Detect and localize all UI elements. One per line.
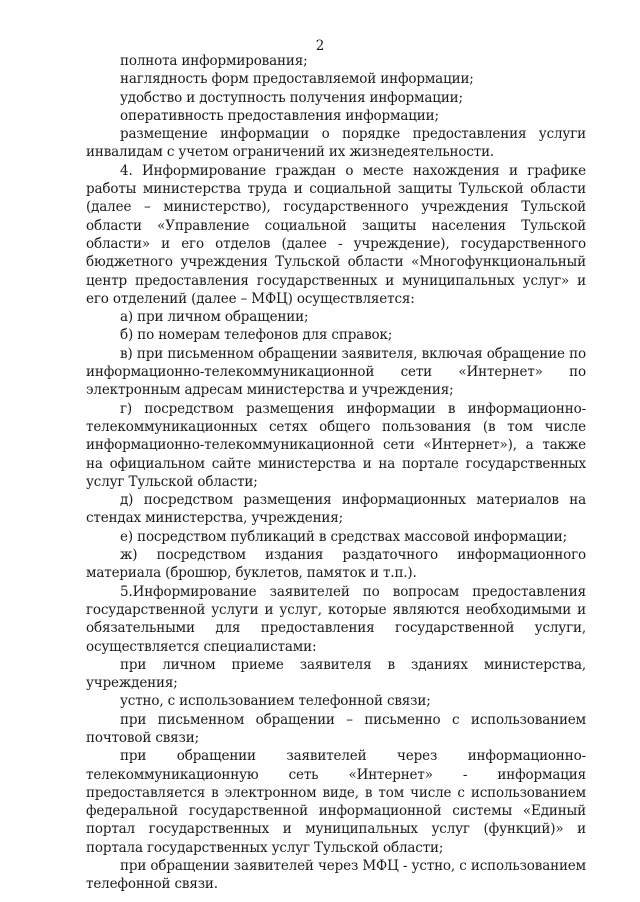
paragraph: при обращении заявителей через МФЦ - устно, с использованием телефонной связи. bbox=[86, 858, 586, 893]
page-number: 2 bbox=[315, 38, 325, 54]
paragraph: при письменном обращении – письменно с использованием почтовой связи; bbox=[86, 711, 586, 746]
paragraph: в) при письменном обращении заявителя, включая обращение по информационно-телекоммуникационной сети «Интернет» по электронным адресам министерства и учреждения; bbox=[86, 345, 586, 399]
paragraph: г) посредством размещения информации в информационно-телекоммуникационных сетях общего пользования (в том числе информационно-телекоммуникационной сети «Интернет»), а также на официальном сайте министерства и на портале государственных услуг Тульской области; bbox=[86, 400, 586, 490]
paragraph: оперативность предоставления информации; bbox=[120, 107, 439, 124]
paragraph: при личном приеме заявителя в зданиях министерства, учреждения; bbox=[86, 656, 586, 692]
paragraph: е) посредством публикаций в средствах массовой информации; bbox=[120, 528, 568, 545]
paragraph: удобство и доступность получения информации; bbox=[120, 89, 463, 106]
paragraph: ж) посредством издания раздаточного информационного материала (брошюр, буклетов, памяток и т.п.). bbox=[86, 547, 586, 582]
paragraph: наглядность форм предоставляемой информации; bbox=[120, 71, 474, 88]
paragraph: устно, с использованием телефонной связи; bbox=[120, 693, 431, 710]
paragraph: а) при личном обращении; bbox=[120, 309, 309, 326]
paragraph: 4. Информирование граждан о месте нахождения и графике работы министерства труда и социальной защиты Тульской области (далее – министерство), государственного учреждения Тульской области «Управление социальной защиты населения Тульской области» и его отделов (далее - учреждение), государственного бюджетного учреждения Тульской области «Многофункциональный центр предоставления государственных и муниципальных услуг» и его отделений (далее – МФЦ) осуществляется: bbox=[86, 162, 586, 307]
paragraph: полнота информирования; bbox=[120, 53, 308, 69]
document-body bbox=[86, 52, 586, 894]
paragraph: размещение информации о порядке предоставления услуги инвалидам с учетом ограничений их жизнедеятельности. bbox=[86, 126, 586, 161]
paragraph: при обращении заявителей через информационно-телекоммуникационную сеть «Интернет» - информация предоставляется в электронном виде, в том числе с использованием федеральной государственной информационной системы «Единый портал государственных и муниципальных услуг (функций)» и портала государственных услуг Тульской области; bbox=[86, 748, 586, 856]
paragraph: 5.Информирование заявителей по вопросам предоставления государственной услуги и услуг, которые являются необходимыми и обязательными для предоставления государственной услуги, осуществляется специалистами: bbox=[86, 583, 586, 655]
paragraph: д) посредством размещения информационных материалов на стендах министерства, учреждения; bbox=[86, 492, 586, 527]
paragraph: б) по номерам телефонов для справок; bbox=[120, 327, 393, 344]
